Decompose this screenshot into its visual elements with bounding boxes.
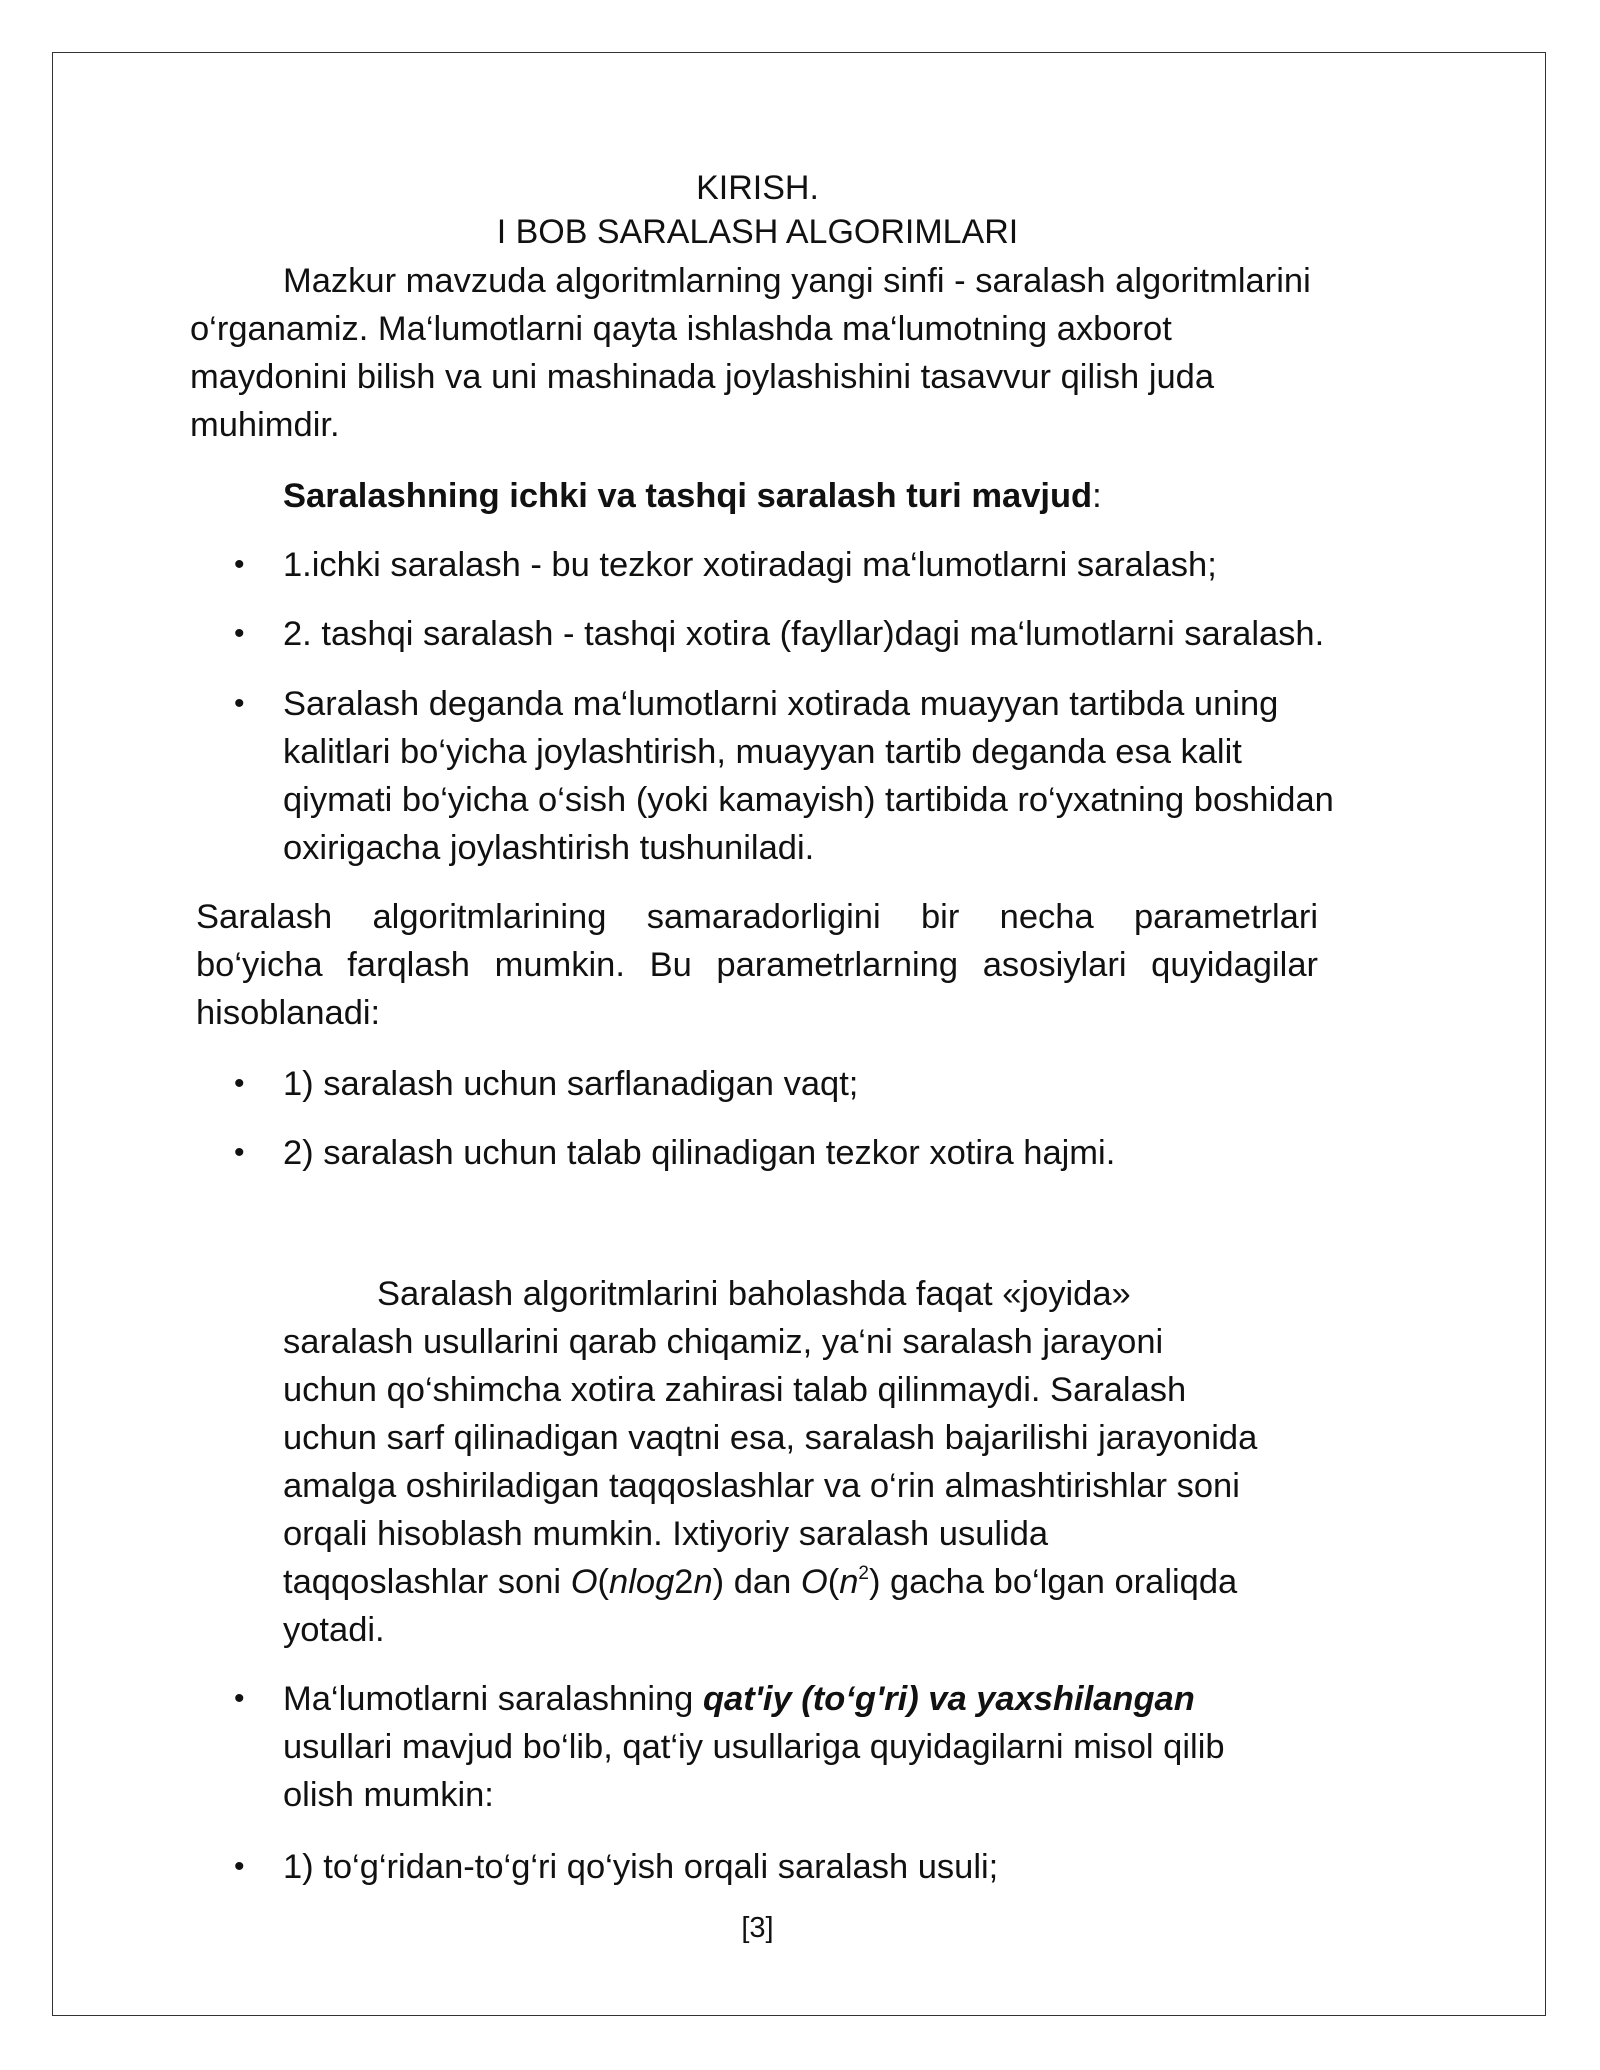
bullet-dot: • <box>234 1850 245 1883</box>
types-heading-bold: Saralashning ichki va tashqi saralash turi mavjud <box>283 477 1093 515</box>
bullet-dot: • <box>234 1067 245 1100</box>
text-run: gacha bo‘lgan oraliqda <box>880 1563 1238 1601</box>
math-var: nlog <box>609 1563 675 1601</box>
math-var: O <box>570 1563 598 1601</box>
evaluation-line: uchun qo‘shimcha xotira zahirasi talab qilinmaydi. Saralash <box>283 1371 1187 1409</box>
efficiency-line: hisoblanadi: <box>196 994 381 1032</box>
evaluation-line: orqali hisoblash mumkin. Ixtiyoriy saralash usulida <box>283 1515 1049 1553</box>
list-item: 2) saralash uchun talab qilinadigan tezkor xotira hajmi. <box>283 1134 1116 1172</box>
bullet-dot: • <box>234 1136 245 1169</box>
efficiency-line: Saralash algoritmlarining samaradorligini bir necha parametrlari <box>196 898 1318 936</box>
definition-line: kalitlari bo‘yicha joylashtirish, muayyan tartib deganda esa kalit <box>283 733 1242 771</box>
evaluation-line: uchun sarf qilinadigan vaqtni esa, saralash bajarilishi jarayonida <box>283 1419 1258 1457</box>
bullet-dot: • <box>234 548 245 581</box>
math-paren: ( <box>827 1563 840 1601</box>
definition-line: qiymati bo‘yicha o‘sish (yoki kamayish) tartibida ro‘yxatning boshidan <box>283 781 1334 819</box>
math-var: n <box>839 1563 859 1601</box>
methods-line <box>283 1675 1195 1723</box>
evaluation-line: saralash usullarini qarab chiqamiz, ya‘ni saralash jarayoni <box>283 1323 1164 1361</box>
text-run: Ma‘lumotlarni saralashning <box>283 1680 703 1718</box>
intro-line: muhimdir. <box>190 406 340 444</box>
text-run: dan <box>724 1563 801 1601</box>
intro-line: Mazkur mavzuda algoritmlarning yangi sinfi - saralash algoritmlarini <box>283 262 1311 300</box>
bullet-dot: • <box>234 1682 245 1715</box>
methods-line: usullari mavjud bo‘lib, qat‘iy usullariga quyidagilarni misol qilib <box>283 1728 1225 1766</box>
intro-line: o‘rganamiz. Ma‘lumotlarni qayta ishlashda ma‘lumotning axborot <box>190 310 1172 348</box>
math-paren: ) <box>712 1563 725 1601</box>
intro-line: maydonini bilish va uni mashinada joylashishini tasavvur qilish juda <box>190 358 1215 396</box>
math-var: O <box>800 1563 828 1601</box>
math-var: n <box>693 1563 713 1601</box>
evaluation-line: Saralash algoritmlarini baholashda faqat «joyida» <box>377 1275 1131 1313</box>
emphasis-text: qat'iy (to‘g'ri) va yaxshilangan <box>702 1680 1195 1718</box>
efficiency-line: bo‘yicha farqlash mumkin. Bu parametrlarning asosiylari quyidagilar <box>196 946 1318 984</box>
types-heading-colon: : <box>1092 477 1102 515</box>
math-paren: ( <box>597 1563 610 1601</box>
definition-line: Saralash deganda ma‘lumotlarni xotirada muayyan tartibda uning <box>283 685 1279 723</box>
bullet-dot: • <box>234 687 245 720</box>
text-run: taqqoslashlar soni <box>283 1563 571 1601</box>
list-item: 1.ichki saralash - bu tezkor xotiradagi ma‘lumotlarni saralash; <box>283 546 1217 584</box>
heading-intro: KIRISH. <box>696 169 819 207</box>
page-number: [3] <box>741 1912 774 1944</box>
list-item: 1) saralash uchun sarflanadigan vaqt; <box>283 1065 859 1103</box>
math-paren: ) <box>868 1563 881 1601</box>
math-num: 2 <box>674 1563 694 1601</box>
definition-line: oxirigacha joylashtirish tushuniladi. <box>283 829 815 867</box>
heading-chapter: I BOB SARALASH ALGORIMLARI <box>496 213 1019 251</box>
types-heading <box>283 472 1102 520</box>
evaluation-line: amalga oshiriladigan taqqoslashlar va o‘rin almashtirishlar soni <box>283 1467 1240 1505</box>
list-item: 1) to‘g‘ridan-to‘g‘ri qo‘yish orqali saralash usuli; <box>283 1848 999 1886</box>
bullet-dot: • <box>234 617 245 650</box>
evaluation-line: yotadi. <box>283 1611 385 1649</box>
math-superscript: 2 <box>858 1562 869 1584</box>
methods-line: olish mumkin: <box>283 1776 494 1814</box>
list-item: 2. tashqi saralash - tashqi xotira (fayllar)dagi ma‘lumotlarni saralash. <box>283 615 1325 653</box>
evaluation-line-formula <box>283 1558 1237 1606</box>
